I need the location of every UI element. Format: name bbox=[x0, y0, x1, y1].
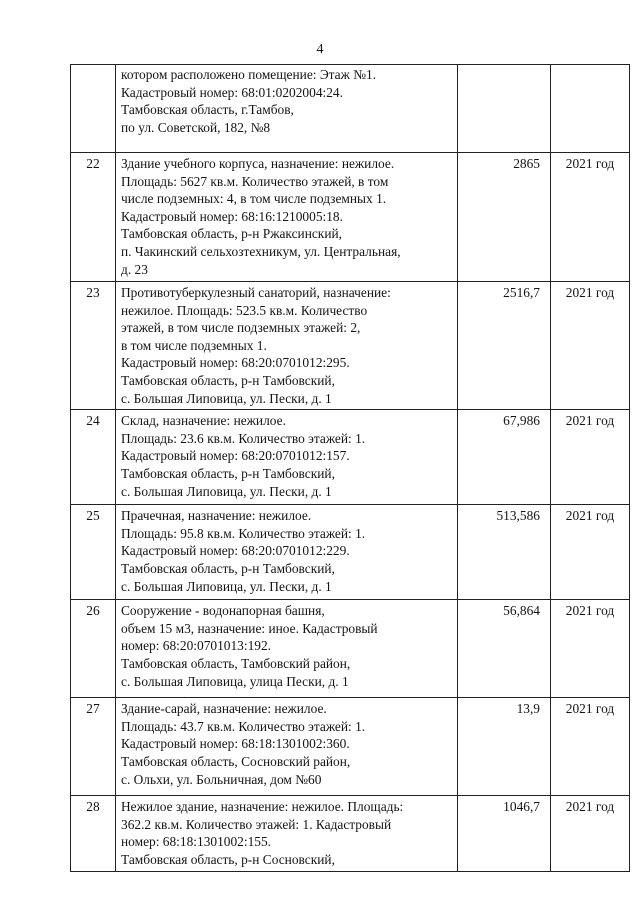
table-row bbox=[71, 410, 630, 505]
description-line: числе подземных: 4, в том числе подземных 1. bbox=[121, 191, 387, 207]
table-row bbox=[71, 698, 630, 796]
description-line: Кадастровый номер: 68:16:1210005:18. bbox=[121, 208, 343, 224]
description-line: с. Большая Липовица, улица Пески, д. 1 bbox=[121, 673, 349, 689]
description-line: д. 23 bbox=[121, 261, 148, 277]
description-line: нежилое. Площадь: 523.5 кв.м. Количество bbox=[121, 302, 368, 318]
row-number: 25 bbox=[71, 505, 116, 600]
description-line: Противотуберкулезный санаторий, назначение: bbox=[121, 285, 391, 300]
table-row bbox=[71, 153, 630, 282]
row-description bbox=[116, 410, 458, 505]
page-number: 4 bbox=[316, 42, 324, 57]
row-number: 28 bbox=[71, 796, 116, 871]
description-line: п. Чакинский сельхозтехникум, ул. Центральная, bbox=[121, 243, 401, 259]
row-value: 67,986 bbox=[458, 410, 551, 505]
row-year bbox=[551, 65, 630, 153]
description-line: Тамбовская область, р-н Тамбовский, bbox=[121, 465, 335, 481]
description-line: Тамбовская область, р-н Тамбовский, bbox=[121, 372, 335, 388]
row-number: 24 bbox=[71, 410, 116, 505]
description-line: в том числе подземных 1. bbox=[121, 337, 267, 353]
row-year: 2021 год bbox=[551, 410, 630, 505]
description-line: Площадь: 43.7 кв.м. Количество этажей: 1. bbox=[121, 718, 366, 734]
description-line: Кадастровый номер: 68:20:0701012:295. bbox=[121, 355, 350, 371]
description-line: Тамбовская область, р-н Тамбовский, bbox=[121, 560, 335, 576]
description-line: Кадастровый номер: 68:01:0202004:24. bbox=[121, 84, 343, 100]
description-line: Тамбовская область, г.Тамбов, bbox=[121, 102, 294, 118]
description-line: котором расположено помещение: Этаж №1. bbox=[121, 67, 377, 82]
row-value: 513,586 bbox=[458, 505, 551, 600]
row-year: 2021 год bbox=[551, 600, 630, 698]
description-line: по ул. Советской, 182, №8 bbox=[121, 119, 271, 135]
row-description bbox=[116, 600, 458, 698]
description-line: Прачечная, назначение: нежилое. bbox=[121, 508, 312, 524]
row-year: 2021 год bbox=[551, 698, 630, 796]
property-table bbox=[70, 64, 630, 872]
description-line: Здание учебного корпуса, назначение: нежилое. bbox=[121, 156, 395, 171]
description-line: Здание-сарай, назначение: нежилое. bbox=[121, 701, 327, 717]
row-value bbox=[458, 65, 551, 153]
description-line: Склад, назначение: нежилое. bbox=[121, 413, 286, 429]
row-value: 2516,7 bbox=[458, 282, 551, 410]
row-number: 27 bbox=[71, 698, 116, 796]
description-line: Кадастровый номер: 68:18:1301002:360. bbox=[121, 736, 350, 752]
row-number: 22 bbox=[71, 153, 116, 282]
row-year: 2021 год bbox=[551, 282, 630, 410]
row-year: 2021 год bbox=[551, 153, 630, 282]
description-line: номер: 68:18:1301002:155. bbox=[121, 834, 272, 850]
table-row bbox=[71, 282, 630, 410]
description-line: Тамбовская область, р-н Сосновский, bbox=[121, 851, 335, 867]
description-line: Тамбовская область, р-н Ржаксинский, bbox=[121, 226, 342, 242]
table-row bbox=[71, 505, 630, 600]
row-description bbox=[116, 65, 458, 153]
description-line: Кадастровый номер: 68:20:0701012:157. bbox=[121, 448, 350, 464]
description-line: номер: 68:20:0701013:192. bbox=[121, 638, 272, 654]
description-line: Сооружение - водонапорная башня, bbox=[121, 603, 325, 619]
description-line: этажей, в том числе подземных этажей: 2, bbox=[121, 320, 361, 336]
description-line: с. Ольхи, ул. Больничная, дом №60 bbox=[121, 771, 322, 787]
row-year: 2021 год bbox=[551, 796, 630, 871]
description-line: Тамбовская область, Тамбовский район, bbox=[121, 655, 351, 671]
row-value: 2865 bbox=[458, 153, 551, 282]
row-value: 13,9 bbox=[458, 698, 551, 796]
row-description bbox=[116, 698, 458, 796]
description-line: объем 15 м3, назначение: иное. Кадастровый bbox=[121, 620, 378, 636]
table-row bbox=[71, 65, 630, 153]
row-value: 56,864 bbox=[458, 600, 551, 698]
description-line: Нежилое здание, назначение: нежилое. Площадь: bbox=[121, 799, 404, 815]
row-description bbox=[116, 796, 458, 871]
table-row bbox=[71, 600, 630, 698]
description-line: с. Большая Липовица, ул. Пески, д. 1 bbox=[121, 483, 332, 499]
row-year: 2021 год bbox=[551, 505, 630, 600]
row-value: 1046,7 bbox=[458, 796, 551, 871]
description-line: Площадь: 5627 кв.м. Количество этажей, в том bbox=[121, 173, 389, 189]
table-row bbox=[71, 796, 630, 871]
description-line: Площадь: 23.6 кв.м. Количество этажей: 1. bbox=[121, 430, 366, 446]
description-line: 362.2 кв.м. Количество этажей: 1. Кадастровый bbox=[121, 816, 392, 832]
description-line: с. Большая Липовица, ул. Пески, д. 1 bbox=[121, 578, 332, 594]
row-number bbox=[71, 65, 116, 153]
row-number: 23 bbox=[71, 282, 116, 410]
row-description bbox=[116, 282, 458, 410]
row-description bbox=[116, 505, 458, 600]
row-description bbox=[116, 153, 458, 282]
property-table-body bbox=[71, 65, 630, 872]
description-line: Тамбовская область, Сосновский район, bbox=[121, 753, 351, 769]
description-line: Площадь: 95.8 кв.м. Количество этажей: 1. bbox=[121, 525, 366, 541]
description-line: с. Большая Липовица, ул. Пески, д. 1 bbox=[121, 390, 332, 406]
description-line: Кадастровый номер: 68:20:0701012:229. bbox=[121, 543, 350, 559]
row-number: 26 bbox=[71, 600, 116, 698]
